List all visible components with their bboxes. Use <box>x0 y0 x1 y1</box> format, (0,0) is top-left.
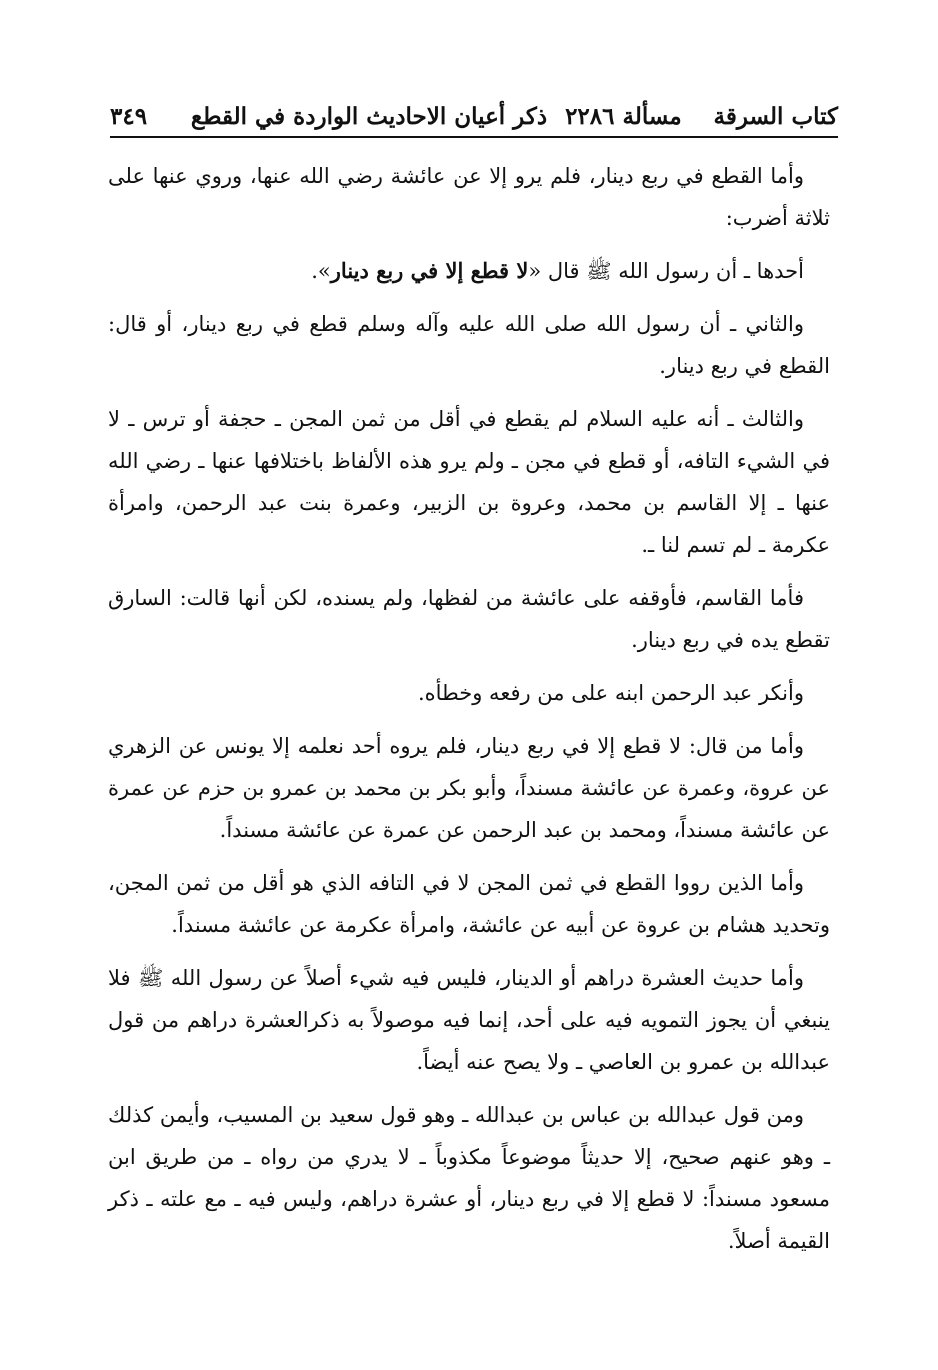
paragraph: وأنكر عبد الرحمن ابنه على من رفعه وخطأه. <box>417 681 804 705</box>
paragraph: فأما القاسم، فأوقفه على عائشة من لفظها، ولم يسنده، لكن أنها قالت: السارق تقطع يده في ربع دينار. <box>108 586 830 652</box>
page-header <box>110 96 838 138</box>
paragraph: والثاني ـ أن رسول الله صلى الله عليه وآله وسلم قطع في ربع دينار، أو قال: القطع في ربع دينار. <box>108 312 830 378</box>
issue-number: مسألة ٢٢٨٦ <box>565 102 682 130</box>
page-number: ٣٤٩ <box>110 102 148 130</box>
paragraph: وأما من قال: لا قطع إلا في ربع دينار، فلم يروه أحد نعلمه إلا يونس عن الزهري عن عروة، وعمرة عن عائشة مسنداً، وأبو بكر بن محمد بن عمرو بن حزم عن عمرة عن عائشة مسنداً، ومحمد بن عبد الرحمن عن عمرة عن عائشة مسنداً. <box>108 734 830 842</box>
paragraph: وأما القطع في ربع دينار، فلم يرو إلا عن عائشة رضي الله عنها، وروي عنها على ثلاثة أضرب: <box>108 164 830 230</box>
paragraph <box>108 250 830 292</box>
paragraph: ومن قول عبدالله بن عباس بن عبدالله ـ وهو قول سعيد بن المسيب، وأيمن كذلك ـ وهو عنهم صحيح، إلا حديثاً موضوعاً مكذوباً ـ لا يدري من رواه ـ من طريق ابن مسعود مسنداً: لا قطع إلا في ربع دينار، أو عشرة دراهم، وليس فيه ـ مع علته ـ ذكر القيمة أصلاً. <box>108 1103 830 1253</box>
paragraph: وأما حديث العشرة دراهم أو الدينار، فليس فيه شيء أصلاً عن رسول الله ﷺ فلا ينبغي أن يجوز التمويه فيه على أحد، إنما فيه موصولاً به ذكرالعشرة دراهم من قول عبدالله بن عمرو بن العاصي ـ ولا يصح عنه أيضاً. <box>108 966 830 1074</box>
hadith-quote: لا قطع إلا في ربع دينار <box>330 258 529 283</box>
paragraph-text: ». <box>311 259 331 283</box>
paragraph: والثالث ـ أنه عليه السلام لم يقطع في أقل من ثمن المجن ـ حجفة أو ترس ـ لا في الشيء التافه، أو قطع في مجن ـ ولم يرو هذه الألفاظ باختلافها عنها ـ رضي الله عنها ـ إلا القاسم بن محمد، وعروة بن الزبير، وعمرة بنت عبد الرحمن، وامرأة عكرمة ـ لم تسم لنا ـ. <box>108 407 830 557</box>
header-center <box>179 103 682 130</box>
section-topic: ذكر أعيان الاحاديث الواردة في القطع <box>190 102 548 130</box>
chapter-title: كتاب السرقة <box>713 102 838 130</box>
body-text <box>108 155 830 1273</box>
paragraph: وأما الذين رووا القطع في ثمن المجن لا في التافه الذي هو أقل من ثمن المجن، وتحديد هشام بن عروة عن أبيه عن عائشة، وامرأة عكرمة عن عائشة مسنداً. <box>108 871 830 937</box>
paragraph-text: أحدها ـ أن رسول الله ﷺ قال « <box>528 259 804 283</box>
